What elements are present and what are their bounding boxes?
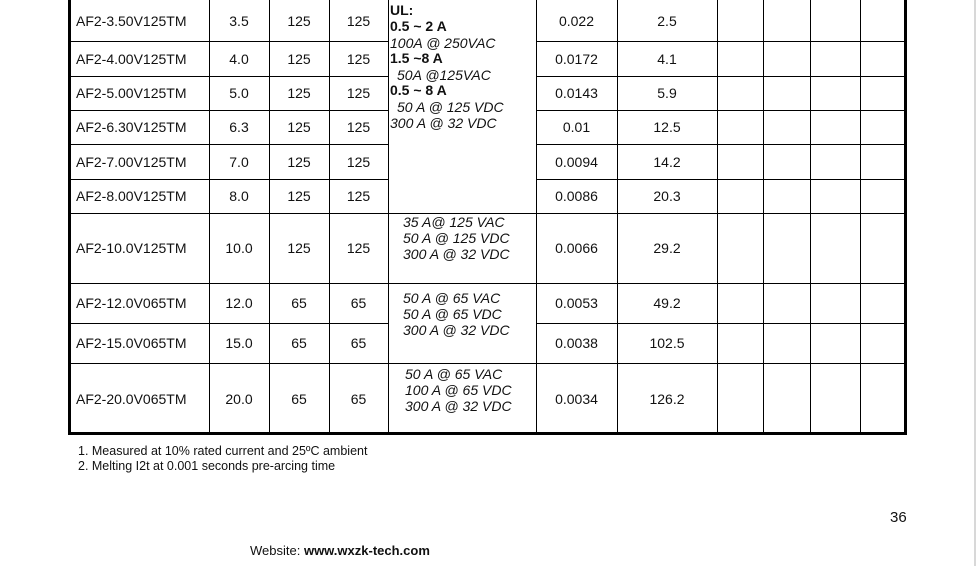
column-divider [860,0,861,435]
cell-current: 3.5 [229,12,249,29]
cell-resistance: 0.0172 [555,50,598,67]
cell-v1: 65 [291,295,307,311]
cell-part: AF2-8.00V125TM [76,188,187,204]
cell-current: 4.0 [229,50,249,67]
cell-current: 10.0 [225,240,253,256]
fuse-spec-table [68,0,906,435]
cell-part: AF2-3.50V125TM [76,12,187,29]
cell-v1: 125 [287,85,311,101]
website-footer [250,543,430,558]
rating-value: 50A @125VAC [397,67,491,83]
column-divider [388,0,389,435]
cell-v1: 125 [287,12,311,29]
cell-current: 20.0 [225,391,253,407]
cell-resistance: 0.0034 [555,391,598,407]
rating-value: 300 A @ 32 VDC [403,322,510,338]
cell-resistance: 0.0086 [555,188,598,204]
column-divider [717,0,718,435]
cell-i2t: 4.1 [657,50,677,67]
rating-range: 0.5 ~ 8 A [390,82,447,98]
cell-v2: 65 [350,335,367,351]
cell-resistance: 0.022 [558,12,595,29]
cell-i2t: 2.5 [657,12,677,29]
cell-v1: 125 [287,153,311,170]
rating-value: 50 A @ 65 VDC [403,306,502,322]
cell-v2: 125 [346,240,371,256]
cell-resistance: 0.01 [562,119,591,135]
cell-current: 6.3 [229,119,249,135]
footnote: 2. Melting I2t at 0.001 seconds pre-arcing time [78,459,336,473]
cell-v1: 65 [291,391,307,407]
cell-part: AF2-15.0V065TM [76,335,187,351]
rating-range: 1.5 ~8 A [390,50,443,66]
cell-resistance: 0.0143 [555,85,598,101]
cell-resistance: 0.0094 [555,153,598,170]
rating-range: 0.5 ~ 2 A [390,18,447,34]
column-divider [810,0,811,435]
cell-part: AF2-4.00V125TM [76,50,187,67]
page-number: 36 [890,509,907,526]
cell-v2: 125 [346,188,371,204]
rating-value: 50 A @ 65 VAC [403,290,501,306]
rating-value: 50 A @ 125 VDC [397,99,504,115]
footnote: 1. Measured at 10% rated current and 25ºC ambient [78,444,368,458]
cell-v2: 65 [350,295,367,311]
rating-value: 50 A @ 65 VAC [405,366,503,382]
rating-value: 300 A @ 32 VDC [390,115,497,131]
website-label: Website: [250,543,304,558]
cell-v2: 65 [350,391,367,407]
cell-part: AF2-7.00V125TM [76,153,187,170]
cell-v1: 125 [287,119,311,135]
cell-v1: 65 [291,335,307,351]
cell-v2: 125 [346,153,371,170]
cell-i2t: 29.2 [653,240,681,256]
column-divider [904,0,907,435]
cell-resistance: 0.0053 [555,295,598,311]
rating-value: 300 A @ 32 VDC [403,246,510,262]
cell-i2t: 12.5 [653,119,681,135]
rating-value: 35 A@ 125 VAC [403,214,505,230]
rating-value: 300 A @ 32 VDC [405,398,512,414]
column-divider [763,0,764,435]
cell-i2t: 102.5 [649,335,685,351]
cell-v1: 125 [287,188,311,204]
cell-resistance: 0.0066 [555,240,598,256]
cell-current: 12.0 [225,295,253,311]
cell-i2t: 5.9 [657,85,677,101]
rating-value: 100 A @ 65 VDC [405,382,512,398]
cell-i2t: 14.2 [653,153,681,170]
cell-current: 8.0 [229,188,249,204]
cell-i2t: 49.2 [653,295,681,311]
cell-v2: 125 [346,85,371,101]
cell-v1: 125 [287,50,311,67]
rating-value: 50 A @ 125 VDC [403,230,510,246]
cell-current: 15.0 [225,335,253,351]
cell-v2: 125 [346,119,371,135]
cell-resistance: 0.0038 [555,335,598,351]
cell-v2: 125 [346,12,371,29]
cell-current: 5.0 [229,85,249,101]
cell-i2t: 126.2 [649,391,685,407]
cell-v2: 125 [346,50,371,67]
rating-ul-label: UL: [390,2,414,18]
cell-part: AF2-10.0V125TM [76,240,187,256]
cell-part: AF2-12.0V065TM [76,295,187,311]
cell-i2t: 20.3 [653,188,681,204]
cell-v1: 125 [287,240,311,256]
cell-part: AF2-20.0V065TM [76,391,187,407]
cell-part: AF2-5.00V125TM [76,85,187,101]
cell-current: 7.0 [229,153,249,170]
website-url[interactable]: www.wxzk-tech.com [303,543,430,558]
footnotes [78,444,367,474]
rating-value: 100A @ 250VAC [390,35,496,51]
cell-part: AF2-6.30V125TM [76,119,187,135]
